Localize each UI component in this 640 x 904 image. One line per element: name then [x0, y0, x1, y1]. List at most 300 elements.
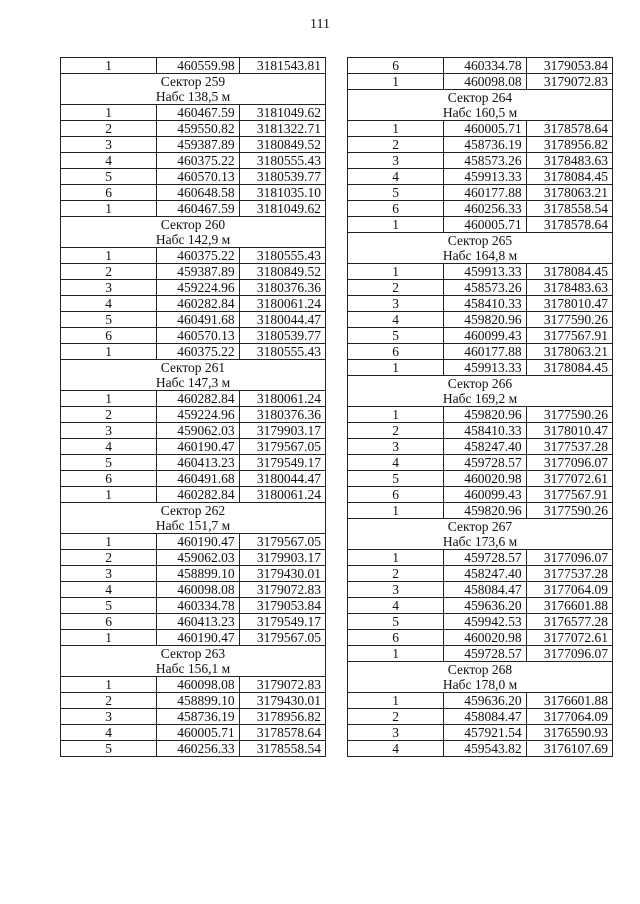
sector-header	[348, 233, 613, 264]
table-row	[348, 566, 613, 582]
point-number-cell: 5	[61, 741, 157, 757]
table-row	[348, 201, 613, 217]
sector-elevation: Набс 156,1 м	[155, 661, 231, 676]
table-row	[348, 328, 613, 344]
y-coordinate-cell: 3176601.88	[526, 693, 612, 709]
point-number-cell: 2	[348, 709, 444, 725]
x-coordinate-cell: 458736.19	[157, 709, 239, 725]
y-coordinate-cell: 3180539.77	[239, 169, 325, 185]
x-coordinate-cell: 459913.33	[444, 169, 526, 185]
table-row	[61, 455, 326, 471]
x-coordinate-cell: 459550.82	[157, 121, 239, 137]
point-number-cell: 6	[348, 201, 444, 217]
point-number-cell: 2	[348, 137, 444, 153]
sector-header	[61, 360, 326, 391]
table-row	[61, 725, 326, 741]
sector-header	[61, 74, 326, 105]
x-coordinate-cell: 459387.89	[157, 137, 239, 153]
y-coordinate-cell: 3179053.84	[239, 598, 325, 614]
sector-header-row	[348, 519, 613, 550]
coordinates-table-left	[60, 57, 326, 757]
point-number-cell: 6	[61, 471, 157, 487]
table-row	[348, 455, 613, 471]
x-coordinate-cell: 460282.84	[157, 391, 239, 407]
y-coordinate-cell: 3177072.61	[526, 471, 612, 487]
x-coordinate-cell: 459224.96	[157, 280, 239, 296]
x-coordinate-cell: 460334.78	[157, 598, 239, 614]
y-coordinate-cell: 3179053.84	[526, 58, 612, 74]
sector-elevation: Набс 169,2 м	[442, 391, 518, 406]
table-row	[61, 121, 326, 137]
x-coordinate-cell: 460177.88	[444, 185, 526, 201]
point-number-cell: 4	[61, 582, 157, 598]
sector-header	[348, 662, 613, 693]
table-row	[348, 439, 613, 455]
x-coordinate-cell: 460020.98	[444, 471, 526, 487]
point-number-cell: 1	[348, 550, 444, 566]
y-coordinate-cell: 3178483.63	[526, 280, 612, 296]
table-row	[348, 471, 613, 487]
x-coordinate-cell: 459636.20	[444, 693, 526, 709]
y-coordinate-cell: 3179549.17	[239, 455, 325, 471]
y-coordinate-cell: 3181049.62	[239, 201, 325, 217]
x-coordinate-cell: 458247.40	[444, 566, 526, 582]
table-row	[61, 630, 326, 646]
point-number-cell: 6	[348, 344, 444, 360]
x-coordinate-cell: 459728.57	[444, 646, 526, 662]
y-coordinate-cell: 3178084.45	[526, 360, 612, 376]
y-coordinate-cell: 3177537.28	[526, 566, 612, 582]
y-coordinate-cell: 3178063.21	[526, 185, 612, 201]
point-number-cell: 5	[61, 455, 157, 471]
y-coordinate-cell: 3180061.24	[239, 487, 325, 503]
point-number-cell: 5	[61, 169, 157, 185]
table-row	[61, 296, 326, 312]
x-coordinate-cell: 460375.22	[157, 344, 239, 360]
y-coordinate-cell: 3176107.69	[526, 741, 612, 757]
point-number-cell: 6	[348, 487, 444, 503]
y-coordinate-cell: 3181049.62	[239, 105, 325, 121]
sector-title: Сектор 266	[447, 376, 513, 391]
x-coordinate-cell: 460099.43	[444, 328, 526, 344]
y-coordinate-cell: 3179072.83	[526, 74, 612, 90]
table-row	[348, 693, 613, 709]
sector-title: Сектор 267	[447, 519, 513, 534]
point-number-cell: 1	[61, 344, 157, 360]
sector-header	[348, 90, 613, 121]
y-coordinate-cell: 3180849.52	[239, 137, 325, 153]
table-row	[61, 391, 326, 407]
x-coordinate-cell: 460334.78	[444, 58, 526, 74]
sector-header-row	[61, 646, 326, 677]
point-number-cell: 1	[61, 630, 157, 646]
y-coordinate-cell: 3178063.21	[526, 344, 612, 360]
table-row	[61, 58, 326, 74]
y-coordinate-cell: 3181035.10	[239, 185, 325, 201]
point-number-cell: 3	[348, 439, 444, 455]
x-coordinate-cell: 458899.10	[157, 693, 239, 709]
y-coordinate-cell: 3178558.54	[526, 201, 612, 217]
y-coordinate-cell: 3178578.64	[526, 121, 612, 137]
table-row	[348, 217, 613, 233]
point-number-cell: 1	[348, 503, 444, 519]
x-coordinate-cell: 460648.58	[157, 185, 239, 201]
sector-elevation: Набс 142,9 м	[155, 232, 231, 247]
table-row	[348, 74, 613, 90]
y-coordinate-cell: 3178956.82	[239, 709, 325, 725]
x-coordinate-cell: 460256.33	[444, 201, 526, 217]
x-coordinate-cell: 459913.33	[444, 264, 526, 280]
x-coordinate-cell: 460491.68	[157, 312, 239, 328]
point-number-cell: 2	[348, 423, 444, 439]
y-coordinate-cell: 3179549.17	[239, 614, 325, 630]
table-body-right	[348, 58, 613, 757]
x-coordinate-cell: 460491.68	[157, 471, 239, 487]
point-number-cell: 3	[348, 725, 444, 741]
point-number-cell: 6	[61, 328, 157, 344]
x-coordinate-cell: 459942.53	[444, 614, 526, 630]
y-coordinate-cell: 3181322.71	[239, 121, 325, 137]
table-row	[61, 312, 326, 328]
table-row	[348, 169, 613, 185]
y-coordinate-cell: 3177590.26	[526, 503, 612, 519]
x-coordinate-cell: 460282.84	[157, 296, 239, 312]
y-coordinate-cell: 3180555.43	[239, 153, 325, 169]
y-coordinate-cell: 3180555.43	[239, 344, 325, 360]
sector-elevation: Набс 138,5 м	[155, 89, 231, 104]
sector-header	[348, 376, 613, 407]
y-coordinate-cell: 3176601.88	[526, 598, 612, 614]
table-row	[61, 677, 326, 693]
y-coordinate-cell: 3177590.26	[526, 407, 612, 423]
point-number-cell: 1	[348, 693, 444, 709]
point-number-cell: 1	[61, 201, 157, 217]
point-number-cell: 2	[61, 550, 157, 566]
y-coordinate-cell: 3176590.93	[526, 725, 612, 741]
sector-header-row	[61, 217, 326, 248]
coordinates-table-right	[347, 57, 613, 757]
y-coordinate-cell: 3179430.01	[239, 566, 325, 582]
x-coordinate-cell: 458410.33	[444, 296, 526, 312]
x-coordinate-cell: 460098.08	[157, 582, 239, 598]
table-row	[348, 487, 613, 503]
table-row	[61, 439, 326, 455]
point-number-cell: 4	[348, 312, 444, 328]
x-coordinate-cell: 459062.03	[157, 423, 239, 439]
y-coordinate-cell: 3179430.01	[239, 693, 325, 709]
point-number-cell: 5	[348, 471, 444, 487]
point-number-cell: 1	[348, 646, 444, 662]
table-row	[61, 344, 326, 360]
point-number-cell: 5	[348, 614, 444, 630]
y-coordinate-cell: 3178578.64	[239, 725, 325, 741]
sector-header	[61, 217, 326, 248]
x-coordinate-cell: 459224.96	[157, 407, 239, 423]
x-coordinate-cell: 460098.08	[157, 677, 239, 693]
x-coordinate-cell: 459820.96	[444, 503, 526, 519]
point-number-cell: 1	[348, 360, 444, 376]
point-number-cell: 6	[348, 58, 444, 74]
point-number-cell: 2	[61, 121, 157, 137]
point-number-cell: 1	[348, 74, 444, 90]
table-row	[348, 121, 613, 137]
y-coordinate-cell: 3178084.45	[526, 264, 612, 280]
table-row	[348, 646, 613, 662]
sector-header-row	[348, 233, 613, 264]
x-coordinate-cell: 460005.71	[444, 121, 526, 137]
table-row	[348, 550, 613, 566]
sector-elevation: Набс 147,3 м	[155, 375, 231, 390]
x-coordinate-cell: 460190.47	[157, 439, 239, 455]
x-coordinate-cell: 459913.33	[444, 360, 526, 376]
point-number-cell: 2	[61, 407, 157, 423]
table-row	[348, 709, 613, 725]
point-number-cell: 6	[61, 614, 157, 630]
sector-title: Сектор 259	[160, 74, 226, 89]
x-coordinate-cell: 458410.33	[444, 423, 526, 439]
point-number-cell: 3	[348, 582, 444, 598]
sector-header-row	[61, 74, 326, 105]
sector-title: Сектор 261	[160, 360, 226, 375]
y-coordinate-cell: 3178010.47	[526, 423, 612, 439]
y-coordinate-cell: 3177590.26	[526, 312, 612, 328]
y-coordinate-cell: 3180555.43	[239, 248, 325, 264]
x-coordinate-cell: 460190.47	[157, 534, 239, 550]
point-number-cell: 4	[348, 169, 444, 185]
point-number-cell: 1	[61, 391, 157, 407]
point-number-cell: 6	[348, 630, 444, 646]
table-row	[61, 487, 326, 503]
x-coordinate-cell: 460256.33	[157, 741, 239, 757]
point-number-cell: 3	[61, 566, 157, 582]
y-coordinate-cell: 3179567.05	[239, 630, 325, 646]
table-row	[61, 534, 326, 550]
sector-elevation: Набс 160,5 м	[442, 105, 518, 120]
table-row	[61, 407, 326, 423]
y-coordinate-cell: 3178558.54	[239, 741, 325, 757]
page-number: 111	[310, 17, 330, 32]
x-coordinate-cell: 458573.26	[444, 153, 526, 169]
point-number-cell: 3	[61, 137, 157, 153]
point-number-cell: 1	[61, 248, 157, 264]
table-row	[348, 582, 613, 598]
table-row	[348, 296, 613, 312]
x-coordinate-cell: 460177.88	[444, 344, 526, 360]
y-coordinate-cell: 3180376.36	[239, 280, 325, 296]
table-row	[61, 328, 326, 344]
point-number-cell: 2	[61, 693, 157, 709]
table-row	[61, 185, 326, 201]
table-row	[61, 693, 326, 709]
table-row	[348, 407, 613, 423]
x-coordinate-cell: 458736.19	[444, 137, 526, 153]
table-row	[348, 153, 613, 169]
y-coordinate-cell: 3177064.09	[526, 582, 612, 598]
table-row	[348, 423, 613, 439]
y-coordinate-cell: 3178578.64	[526, 217, 612, 233]
point-number-cell: 3	[61, 423, 157, 439]
point-number-cell: 3	[348, 296, 444, 312]
y-coordinate-cell: 3178010.47	[526, 296, 612, 312]
sector-title: Сектор 263	[160, 646, 226, 661]
table-row	[348, 630, 613, 646]
x-coordinate-cell: 460020.98	[444, 630, 526, 646]
point-number-cell: 6	[61, 185, 157, 201]
y-coordinate-cell: 3178483.63	[526, 153, 612, 169]
point-number-cell: 1	[348, 121, 444, 137]
sector-header-row	[348, 662, 613, 693]
table-row	[348, 503, 613, 519]
x-coordinate-cell: 460005.71	[444, 217, 526, 233]
x-coordinate-cell: 460375.22	[157, 153, 239, 169]
x-coordinate-cell: 457921.54	[444, 725, 526, 741]
x-coordinate-cell: 459387.89	[157, 264, 239, 280]
y-coordinate-cell: 3178956.82	[526, 137, 612, 153]
y-coordinate-cell: 3177096.07	[526, 646, 612, 662]
x-coordinate-cell: 460467.59	[157, 201, 239, 217]
table-row	[61, 201, 326, 217]
table-row	[348, 741, 613, 757]
sector-header	[348, 519, 613, 550]
table-row	[348, 264, 613, 280]
y-coordinate-cell: 3179072.83	[239, 677, 325, 693]
table-row	[61, 264, 326, 280]
y-coordinate-cell: 3178084.45	[526, 169, 612, 185]
table-row	[348, 360, 613, 376]
y-coordinate-cell: 3181543.81	[239, 58, 325, 74]
sector-header-row	[348, 376, 613, 407]
sector-title: Сектор 260	[160, 217, 226, 232]
table-row	[348, 725, 613, 741]
x-coordinate-cell: 460190.47	[157, 630, 239, 646]
x-coordinate-cell: 460098.08	[444, 74, 526, 90]
y-coordinate-cell: 3180061.24	[239, 296, 325, 312]
table-row	[61, 471, 326, 487]
x-coordinate-cell: 458899.10	[157, 566, 239, 582]
sector-elevation: Набс 151,7 м	[155, 518, 231, 533]
x-coordinate-cell: 459062.03	[157, 550, 239, 566]
point-number-cell: 4	[61, 153, 157, 169]
table-row	[61, 137, 326, 153]
table-row	[61, 582, 326, 598]
x-coordinate-cell: 460413.23	[157, 614, 239, 630]
sector-header-row	[348, 90, 613, 121]
point-number-cell: 3	[348, 153, 444, 169]
sector-title: Сектор 262	[160, 503, 226, 518]
sector-elevation: Набс 173,6 м	[442, 534, 518, 549]
x-coordinate-cell: 459820.96	[444, 312, 526, 328]
table-row	[61, 550, 326, 566]
table-row	[348, 185, 613, 201]
x-coordinate-cell: 459728.57	[444, 550, 526, 566]
point-number-cell: 4	[61, 725, 157, 741]
x-coordinate-cell: 458573.26	[444, 280, 526, 296]
sector-title: Сектор 268	[447, 662, 513, 677]
point-number-cell: 4	[348, 741, 444, 757]
point-number-cell: 1	[61, 677, 157, 693]
x-coordinate-cell: 458084.47	[444, 709, 526, 725]
x-coordinate-cell: 459728.57	[444, 455, 526, 471]
table-row	[61, 105, 326, 121]
y-coordinate-cell: 3180539.77	[239, 328, 325, 344]
y-coordinate-cell: 3177096.07	[526, 455, 612, 471]
point-number-cell: 1	[61, 534, 157, 550]
point-number-cell: 2	[348, 280, 444, 296]
sector-header	[61, 503, 326, 534]
table-row	[348, 280, 613, 296]
y-coordinate-cell: 3177096.07	[526, 550, 612, 566]
x-coordinate-cell: 460413.23	[157, 455, 239, 471]
y-coordinate-cell: 3179567.05	[239, 439, 325, 455]
point-number-cell: 2	[348, 566, 444, 582]
y-coordinate-cell: 3177567.91	[526, 487, 612, 503]
point-number-cell: 1	[348, 264, 444, 280]
x-coordinate-cell: 459543.82	[444, 741, 526, 757]
sector-title: Сектор 265	[447, 233, 513, 248]
point-number-cell: 5	[348, 328, 444, 344]
point-number-cell: 3	[61, 280, 157, 296]
point-number-cell: 1	[61, 105, 157, 121]
point-number-cell: 5	[348, 185, 444, 201]
table-body-left	[61, 58, 326, 757]
x-coordinate-cell: 460005.71	[157, 725, 239, 741]
x-coordinate-cell: 460375.22	[157, 248, 239, 264]
y-coordinate-cell: 3179567.05	[239, 534, 325, 550]
table-row	[348, 137, 613, 153]
y-coordinate-cell: 3177567.91	[526, 328, 612, 344]
y-coordinate-cell: 3177072.61	[526, 630, 612, 646]
y-coordinate-cell: 3177064.09	[526, 709, 612, 725]
y-coordinate-cell: 3179072.83	[239, 582, 325, 598]
sector-header	[61, 646, 326, 677]
point-number-cell: 1	[61, 487, 157, 503]
y-coordinate-cell: 3179903.17	[239, 550, 325, 566]
y-coordinate-cell: 3180044.47	[239, 312, 325, 328]
table-row	[61, 153, 326, 169]
sector-header-row	[61, 503, 326, 534]
table-row	[61, 598, 326, 614]
x-coordinate-cell: 458247.40	[444, 439, 526, 455]
point-number-cell: 1	[61, 58, 157, 74]
table-row	[61, 566, 326, 582]
point-number-cell: 1	[348, 407, 444, 423]
table-row	[61, 709, 326, 725]
table-row	[61, 614, 326, 630]
x-coordinate-cell: 460282.84	[157, 487, 239, 503]
y-coordinate-cell: 3180849.52	[239, 264, 325, 280]
table-row	[61, 280, 326, 296]
y-coordinate-cell: 3180044.47	[239, 471, 325, 487]
sector-elevation: Набс 164,8 м	[442, 248, 518, 263]
y-coordinate-cell: 3176577.28	[526, 614, 612, 630]
table-row	[61, 169, 326, 185]
x-coordinate-cell: 460559.98	[157, 58, 239, 74]
y-coordinate-cell: 3180061.24	[239, 391, 325, 407]
table-row	[61, 423, 326, 439]
point-number-cell: 4	[348, 455, 444, 471]
point-number-cell: 3	[61, 709, 157, 725]
point-number-cell: 5	[61, 598, 157, 614]
point-number-cell: 2	[61, 264, 157, 280]
sector-header-row	[61, 360, 326, 391]
table-row	[348, 58, 613, 74]
point-number-cell: 4	[61, 439, 157, 455]
x-coordinate-cell: 459820.96	[444, 407, 526, 423]
table-row	[348, 598, 613, 614]
y-coordinate-cell: 3180376.36	[239, 407, 325, 423]
point-number-cell: 4	[61, 296, 157, 312]
x-coordinate-cell: 459636.20	[444, 598, 526, 614]
